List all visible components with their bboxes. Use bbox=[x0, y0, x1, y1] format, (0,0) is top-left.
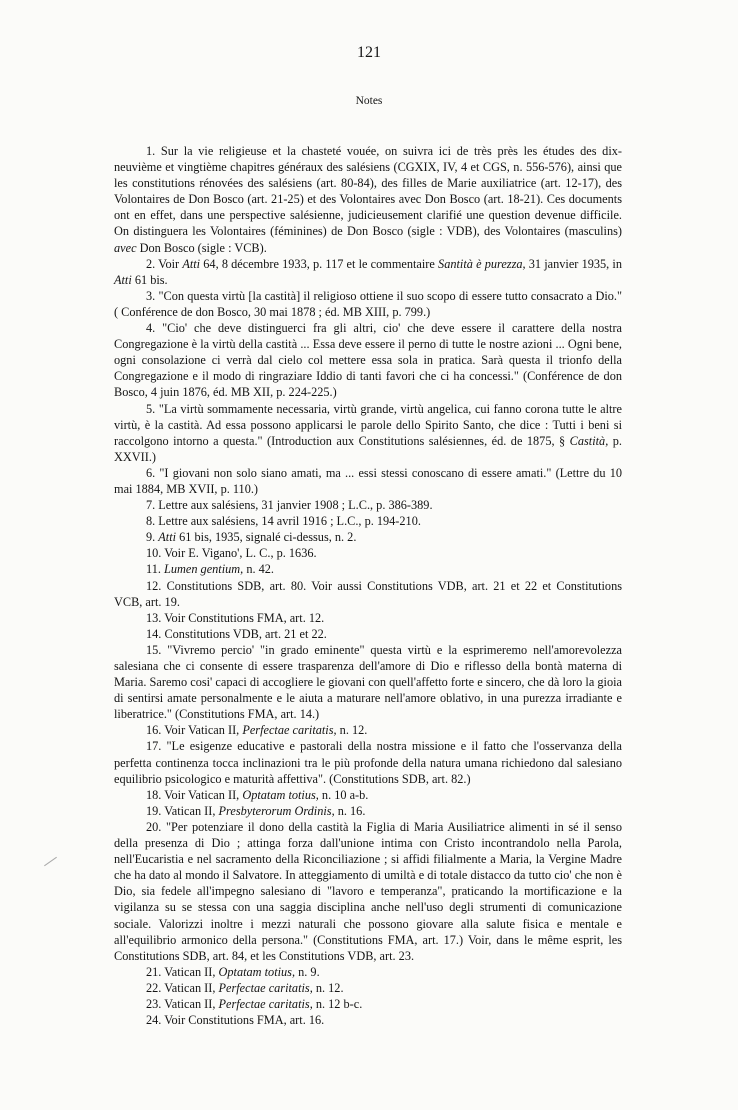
note-7: 7. Lettre aux salésiens, 31 janvier 1908 ; L.C., p. 386-389. bbox=[146, 498, 433, 513]
note-2: 2. Voir Atti 64, 8 décembre 1933, p. 117 et le commentaire Santità è purezza, 31 janvier 1935, in Atti 61 bis. bbox=[114, 256, 622, 287]
note-20: 20. "Per potenziare il dono della castità la Figlia di Maria Ausiliatrice alimenti in sé il senso della presenza di Dio ; attinga forza dall'unione intima con Cristo incontrandolo nella Parola, nell'Eucaristia e nel sacramento della Riconciliazione ; si affidi filialmente a Maria, la Vergine Madre che ha dato al mondo il Salvatore. In atteggiamento di umiltà e di totale distacco da tutto cio' che non è Dio, sia fedele all'impegno salesiano di "lavoro e temperanza", praticando la mortificazione e la vigilanza su se stessa con una saggia disciplina anche nell'uso degli strumenti di comunicazione sociale. Valorizzi inoltre i mezzi naturali che possono giovare alla salute fisica e mentale e all'equilibrio armonico della persona." (Constitutions FMA, art. 17.) Voir, dans le même esprit, les Constitutions SDB, art. 84, et les Constitutions VDB, art. 23. bbox=[114, 819, 622, 963]
note-1: 1. Sur la vie religieuse et la chasteté vouée, on suivra ici de très près les études des dix-neuvième et vingtième chapitres généraux des salésiens (CGXIX, IV, 4 et CGS, n. 556-576), ainsi que les constitutions rénovées des salésiens (art. 80-84), des filles de Marie auxiliatrice (art. 12-17), des Volontaires de Don Bosco (art. 21-25) et des Volontaires avec Don Bosco (art. 18-21). Ces documents ont en effet, dans une perspective salésienne, judicieusement clarifié une question devenue difficile. On distinguera les Volontaires (féminines) de Don Bosco (sigle : VDB), des Volontaires (masculins) avec Don Bosco (sigle : VCB). bbox=[114, 144, 622, 255]
note-16: 16. Voir Vatican II, Perfectae caritatis, n. 12. bbox=[146, 723, 368, 738]
note-15: 15. "Vivremo percio' "in grado eminente" questa virtù e la esprimeremo nell'amorevolezza salesiana che ci consente di essere trasparenza dell'amore di Dio e riflesso della bontà materna di Maria. Saremo cosi' capaci di accogliere le giovani con quell'affetto forte e sincero, che dà loro la gioia di sentirsi amate personalmente e le aiuta a maturare nell'amore oblativo, in una purezza irradiante e liberatrice." (Constitutions FMA, art. 14.) bbox=[114, 642, 622, 722]
note-17: 17. "Le esigenze educative e pastorali della nostra missione e il fatto che l'osservanza della perfetta continenza tocca inclinazioni tra le più profonde della natura umana richiedono dal salesiano equilibrio psicologico e maturità affettiva". (Constitutions SDB, art. 82.) bbox=[114, 739, 622, 786]
note-23: 23. Vatican II, Perfectae caritatis, n. 12 b-c. bbox=[146, 996, 363, 1011]
note-18: 18. Voir Vatican II, Optatam totius, n. 10 a-b. bbox=[146, 787, 369, 802]
note-10: 10. Voir E. Vigano', L. C., p. 1636. bbox=[146, 546, 317, 561]
note-19: 19. Vatican II, Presbyterorum Ordinis, n. 16. bbox=[146, 803, 366, 818]
page-number: 121 bbox=[357, 44, 381, 61]
note-3: 3. "Con questa virtù [la castità] il religioso ottiene il suo scopo di essere tutto consacrato a Dio."( Conférence de don Bosco, 30 mai 1878 ; éd. MB XIII, p. 799.) bbox=[114, 288, 622, 319]
note-11: 11. Lumen gentium, n. 42. bbox=[146, 562, 274, 577]
note-4: 4. "Cio' che deve distinguerci fra gli altri, cio' che deve essere il carattere della nostra Congregazione è la virtù della castità ... Essa deve essere il perno di tutte le nostre azioni ... Ogni bene, ogni consolazione ci verrà dal cielo col mettere essa sola in pratica. Sarà questa il trionfo della Congregazione e il modo di ringraziare Iddio di tanti favori che ci ha concessi." (Conférence de don Bosco, 4 juin 1876, éd. MB XII, p. 224-225.) bbox=[114, 321, 622, 400]
note-5: 5. "La virtù sommamente necessaria, virtù grande, virtù angelica, cui fanno corona tutte le altre virtù, è la castità. Ad essa possono applicarsi le parole dello Spirito Santo, che dice : Tutti i beni si raccolgono intorno a questa." (Introduction aux Constitutions salésiennes, éd. de 1875, § Castità, p. XXVII.) bbox=[114, 401, 622, 464]
note-8: 8. Lettre aux salésiens, 14 avril 1916 ; L.C., p. 194-210. bbox=[146, 514, 421, 529]
note-9: 9. Atti 61 bis, 1935, signalé ci-dessus, n. 2. bbox=[146, 530, 357, 545]
note-24: 24. Voir Constitutions FMA, art. 16. bbox=[146, 1013, 325, 1028]
page-heading: Notes bbox=[355, 95, 383, 107]
note-21: 21. Vatican II, Optatam totius, n. 9. bbox=[146, 964, 320, 979]
note-22: 22. Vatican II, Perfectae caritatis, n. 12. bbox=[146, 980, 344, 995]
note-6: 6. "I giovani non solo siano amati, ma ... essi stessi conoscano di essere amati." (Lettre du 10 mai 1884, MB XVII, p. 110.) bbox=[114, 465, 622, 496]
note-12: 12. Constitutions SDB, art. 80. Voir aussi Constitutions VDB, art. 21 et 22 et Constitutions VCB, art. 19. bbox=[114, 578, 622, 609]
notes-list bbox=[114, 143, 622, 1028]
margin-pencil-mark bbox=[44, 857, 57, 866]
note-13: 13. Voir Constitutions FMA, art. 12. bbox=[146, 610, 325, 625]
note-14: 14. Constitutions VDB, art. 21 et 22. bbox=[146, 626, 327, 641]
